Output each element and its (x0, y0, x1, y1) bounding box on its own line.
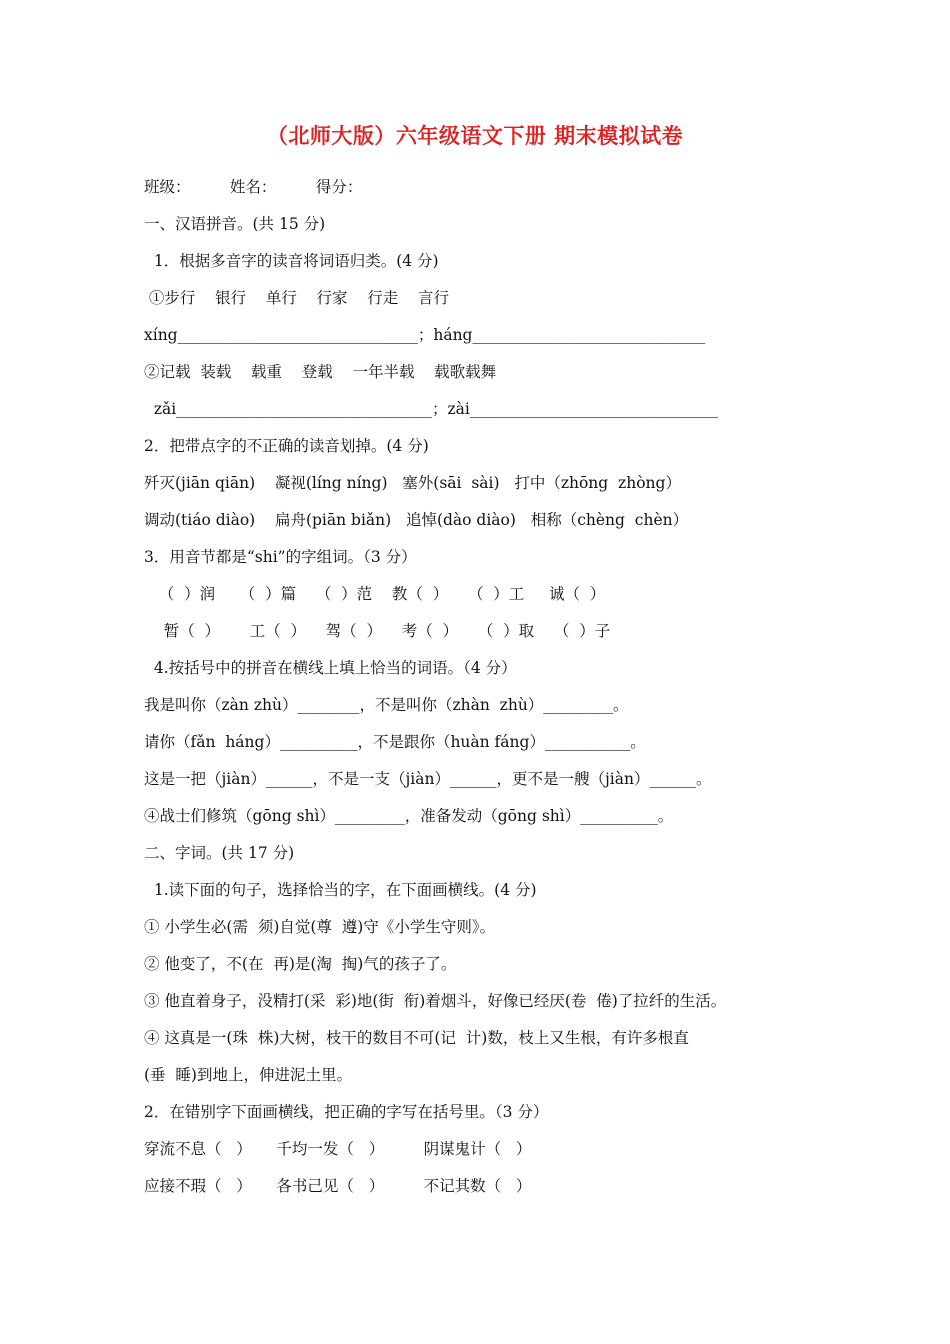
sentence-line: ① 小学生必(需 须)自觉(尊 遵)守《小学生守则》。 (144, 918, 496, 936)
idiom-line: 穿流不息（ ） 千均一发（ ） 阴谋鬼计（ ） (144, 1140, 532, 1158)
pinyin-choice-line: 歼灭(jiān qiān) 凝视(líng níng) 塞外(sāi sài) 打中（zhōng zhòng） (144, 474, 681, 492)
fill-blank-line: 暂（ ） 工（ ） 驾（ ） 考（ ） （ ）取 （ ）子 (144, 622, 611, 640)
question-heading: 1．根据多音字的读音将词语归类。(4 分) (144, 252, 439, 270)
section-heading: 二、字词。(共 17 分) (144, 844, 295, 862)
word-list: ①步行 银行 单行 行家 行走 言行 (144, 289, 449, 307)
answer-line: xíng_______________________________；háng______________________________ (144, 326, 705, 344)
pinyin-choice-line: 调动(tiáo diào) 扁舟(piān biǎn) 追悼(dào diào) 相称（chèng chèn） (144, 511, 689, 529)
question-heading: 3．用音节都是“shi”的字组词。（3 分） (144, 548, 417, 566)
sentence-line: ③ 他直着身子，没精打(采 彩)地(街 衔)着烟斗，好像已经厌(卷 倦)了拉纤的生活。 (144, 992, 727, 1010)
section-heading: 一、汉语拼音。(共 15 分) (144, 215, 326, 233)
fill-blank-line: 这是一把（jiàn）______，不是一支（jiàn）______，更不是一艘（jiàn）______。 (144, 770, 712, 788)
sentence-line: ② 他变了，不(在 再)是(淘 掏)气的孩子了。 (144, 955, 457, 973)
fill-blank-line: ④战士们修筑（gōng shì）_________，准备发动（gōng shì）__________。 (144, 807, 674, 825)
page-title: （北师大版）六年级语文下册 期末模拟试卷 (266, 123, 684, 148)
idiom-line: 应接不瑕（ ） 各书己见（ ） 不记其数（ ） (144, 1177, 532, 1195)
question-heading: 4.按括号中的拼音在横线上填上恰当的词语。（4 分） (144, 659, 517, 677)
question-heading: 1.读下面的句子，选择恰当的字，在下面画横线。(4 分) (144, 881, 537, 899)
fill-blank-line: （ ）润 （ ）篇 （ ）范 教（ ） （ ）工 诚（ ） (144, 585, 606, 603)
sentence-line: (垂 睡)到地上，伸进泥土里。 (144, 1066, 352, 1084)
question-heading: 2．把带点字的不正确的读音划掉。(4 分) (144, 437, 429, 455)
student-info-line: 班级： 姓名： 得分： (144, 178, 363, 196)
fill-blank-line: 我是叫你（zàn zhù）________，不是叫你（zhàn zhù）_________。 (144, 696, 629, 714)
sentence-line: ④ 这真是一(珠 株)大树，枝干的数目不可(记 计)数，枝上又生根，有许多根直 (144, 1029, 689, 1047)
word-list: ②记载 装载 载重 登载 一年半载 载歌载舞 (144, 363, 497, 381)
answer-line: zǎi_________________________________；zài________________________________ (144, 400, 718, 418)
fill-blank-line: 请你（fǎn háng）__________，不是跟你（huàn fáng）___________。 (144, 733, 646, 751)
question-heading: 2．在错别字下面画横线，把正确的字写在括号里。（3 分） (144, 1103, 549, 1121)
